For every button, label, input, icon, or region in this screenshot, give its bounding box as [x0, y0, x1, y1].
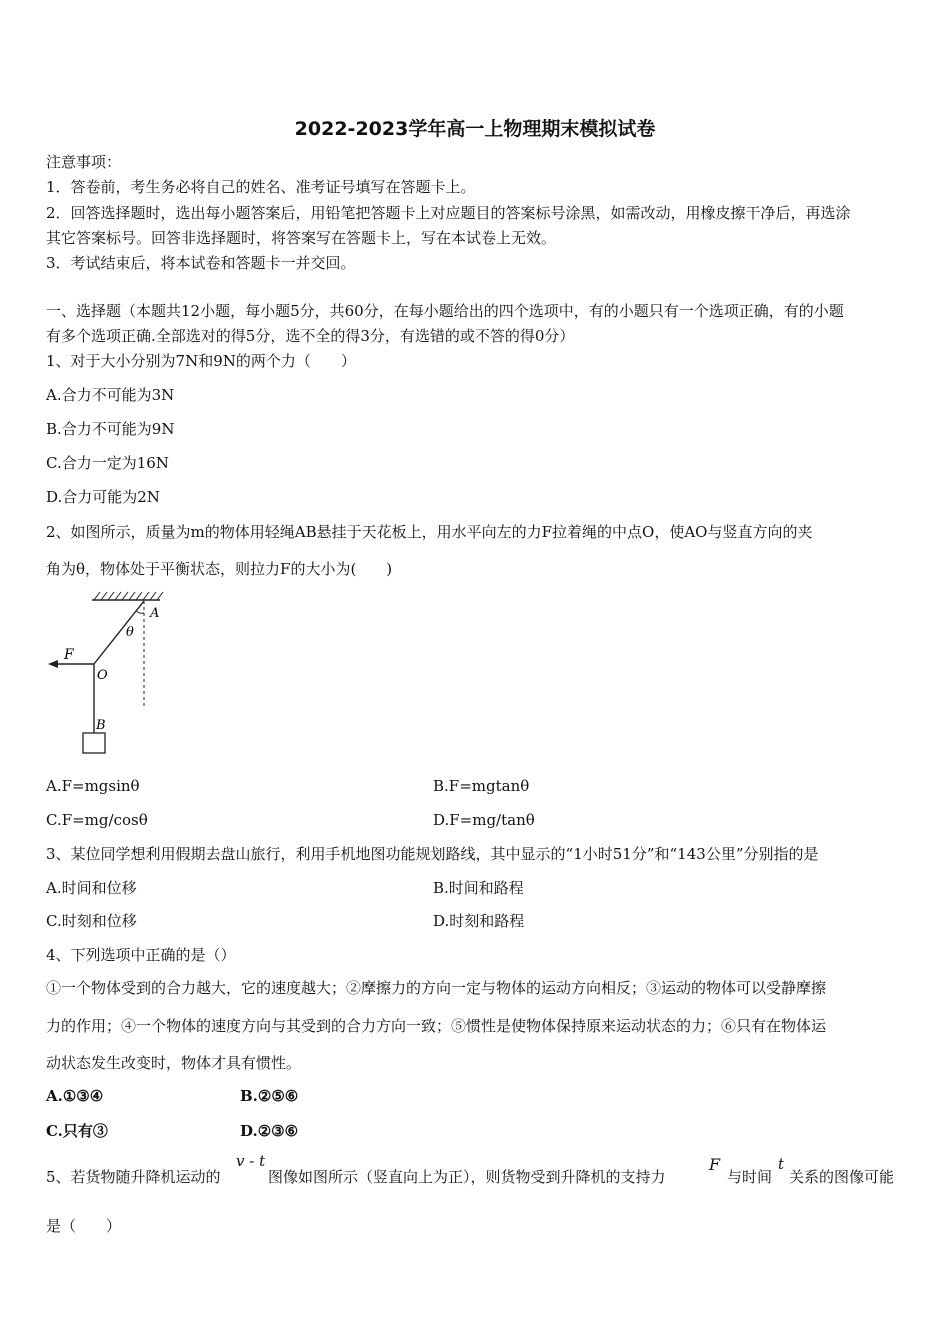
q4-option-b: B.②⑤⑥ — [240, 1087, 299, 1105]
fig-label-o: O — [97, 668, 108, 683]
q2-figure — [40, 588, 180, 760]
q1-option-a: A.合力不可能为3N — [46, 386, 175, 404]
q4-option-a: A.①③④ — [46, 1087, 104, 1105]
q4-option-d: D.②③⑥ — [240, 1122, 299, 1140]
q5-stem-part-1: 5、若货物随升降机运动的 — [46, 1168, 221, 1186]
notice-heading: 注意事项： — [46, 153, 122, 171]
q5-vt-symbol: v - t — [236, 1152, 266, 1170]
q4-statements-2: 力的作用；④一个物体的速度方向与其受到的合力方向一致；⑤惯性是使物体保持原来运动状态的力；⑥只有在物体运 — [46, 1017, 827, 1035]
q3-option-b: B.时间和路程 — [433, 879, 524, 897]
fig-label-b: B — [96, 718, 106, 733]
q3-option-c: C.时刻和位移 — [46, 912, 137, 930]
notice-line-2a: 2．回答选择题时，选出每小题答案后，用铅笔把答题卡上对应题目的答案标号涂黑，如需改动，用橡皮擦干净后，再选涂 — [46, 204, 851, 222]
q5-stem-part-2: 图像如图所示（竖直向上为正），则货物受到升降机的支持力 — [268, 1168, 666, 1186]
page-title: 2022-2023学年高一上物理期末模拟试卷 — [294, 118, 656, 140]
fig-label-theta: θ — [126, 625, 134, 640]
q2-stem-2: 角为θ，物体处于平衡状态，则拉力F的大小为( ) — [46, 560, 393, 578]
section-intro-1: 一、选择题（本题共12小题，每小题5分，共60分，在每小题给出的四个选项中，有的小题只有一个选项正确，有的小题 — [46, 302, 844, 320]
q5-t-symbol: t — [778, 1155, 785, 1173]
q2-option-d: D.F=mg/tanθ — [433, 811, 535, 829]
section-intro-2: 有多个选项正确.全部选对的得5分，选不全的得3分，有选错的或不答的得0分） — [46, 327, 575, 345]
q5-f-symbol: F — [709, 1155, 721, 1174]
q2-stem-1: 2、如图所示，质量为m的物体用轻绳AB悬挂于天花板上，用水平向左的力F拉着绳的中点O，使AO与竖直方向的夹 — [46, 523, 813, 541]
q1-option-d: D.合力可能为2N — [46, 488, 160, 506]
q4-stem: 4、下列选项中正确的是（） — [46, 946, 236, 964]
fig-label-f: F — [64, 647, 74, 663]
q4-option-c: C.只有③ — [46, 1122, 108, 1140]
notice-line-3: 3．考试结束后，将本试卷和答题卡一并交回。 — [46, 254, 356, 272]
q5-stem-part-4: 关系的图像可能 — [789, 1168, 895, 1186]
q2-option-b: B.F=mgtanθ — [433, 777, 530, 795]
q4-statements-3: 动状态发生改变时，物体才具有惯性。 — [46, 1054, 302, 1072]
q3-option-a: A.时间和位移 — [46, 879, 137, 897]
q5-stem-line-2: 是（ ） — [46, 1217, 122, 1235]
q3-stem: 3、某位同学想利用假期去盘山旅行，利用手机地图功能规划路线，其中显示的“1小时51分”和“143公里”分别指的是 — [46, 845, 819, 863]
q4-statements-1: ①一个物体受到的合力越大，它的速度越大；②摩擦力的方向一定与物体的运动方向相反；③运动的物体可以受静摩擦 — [46, 979, 827, 997]
notice-line-1: 1．答卷前，考生务必将自己的姓名、准考证号填写在答题卡上。 — [46, 178, 476, 196]
q1-stem: 1、对于大小分别为7N和9N的两个力（ ） — [46, 352, 356, 370]
q2-option-c: C.F=mg/cosθ — [46, 811, 148, 829]
q1-option-b: B.合力不可能为9N — [46, 420, 175, 438]
q3-option-d: D.时刻和路程 — [433, 912, 525, 930]
notice-line-2b: 其它答案标号。回答非选择题时，将答案写在答题卡上，写在本试卷上无效。 — [46, 229, 557, 247]
q1-option-c: C.合力一定为16N — [46, 454, 169, 472]
fig-label-a: A — [150, 606, 160, 621]
q2-option-a: A.F=mgsinθ — [46, 777, 140, 795]
q5-stem-part-3: 与时间 — [727, 1168, 773, 1186]
